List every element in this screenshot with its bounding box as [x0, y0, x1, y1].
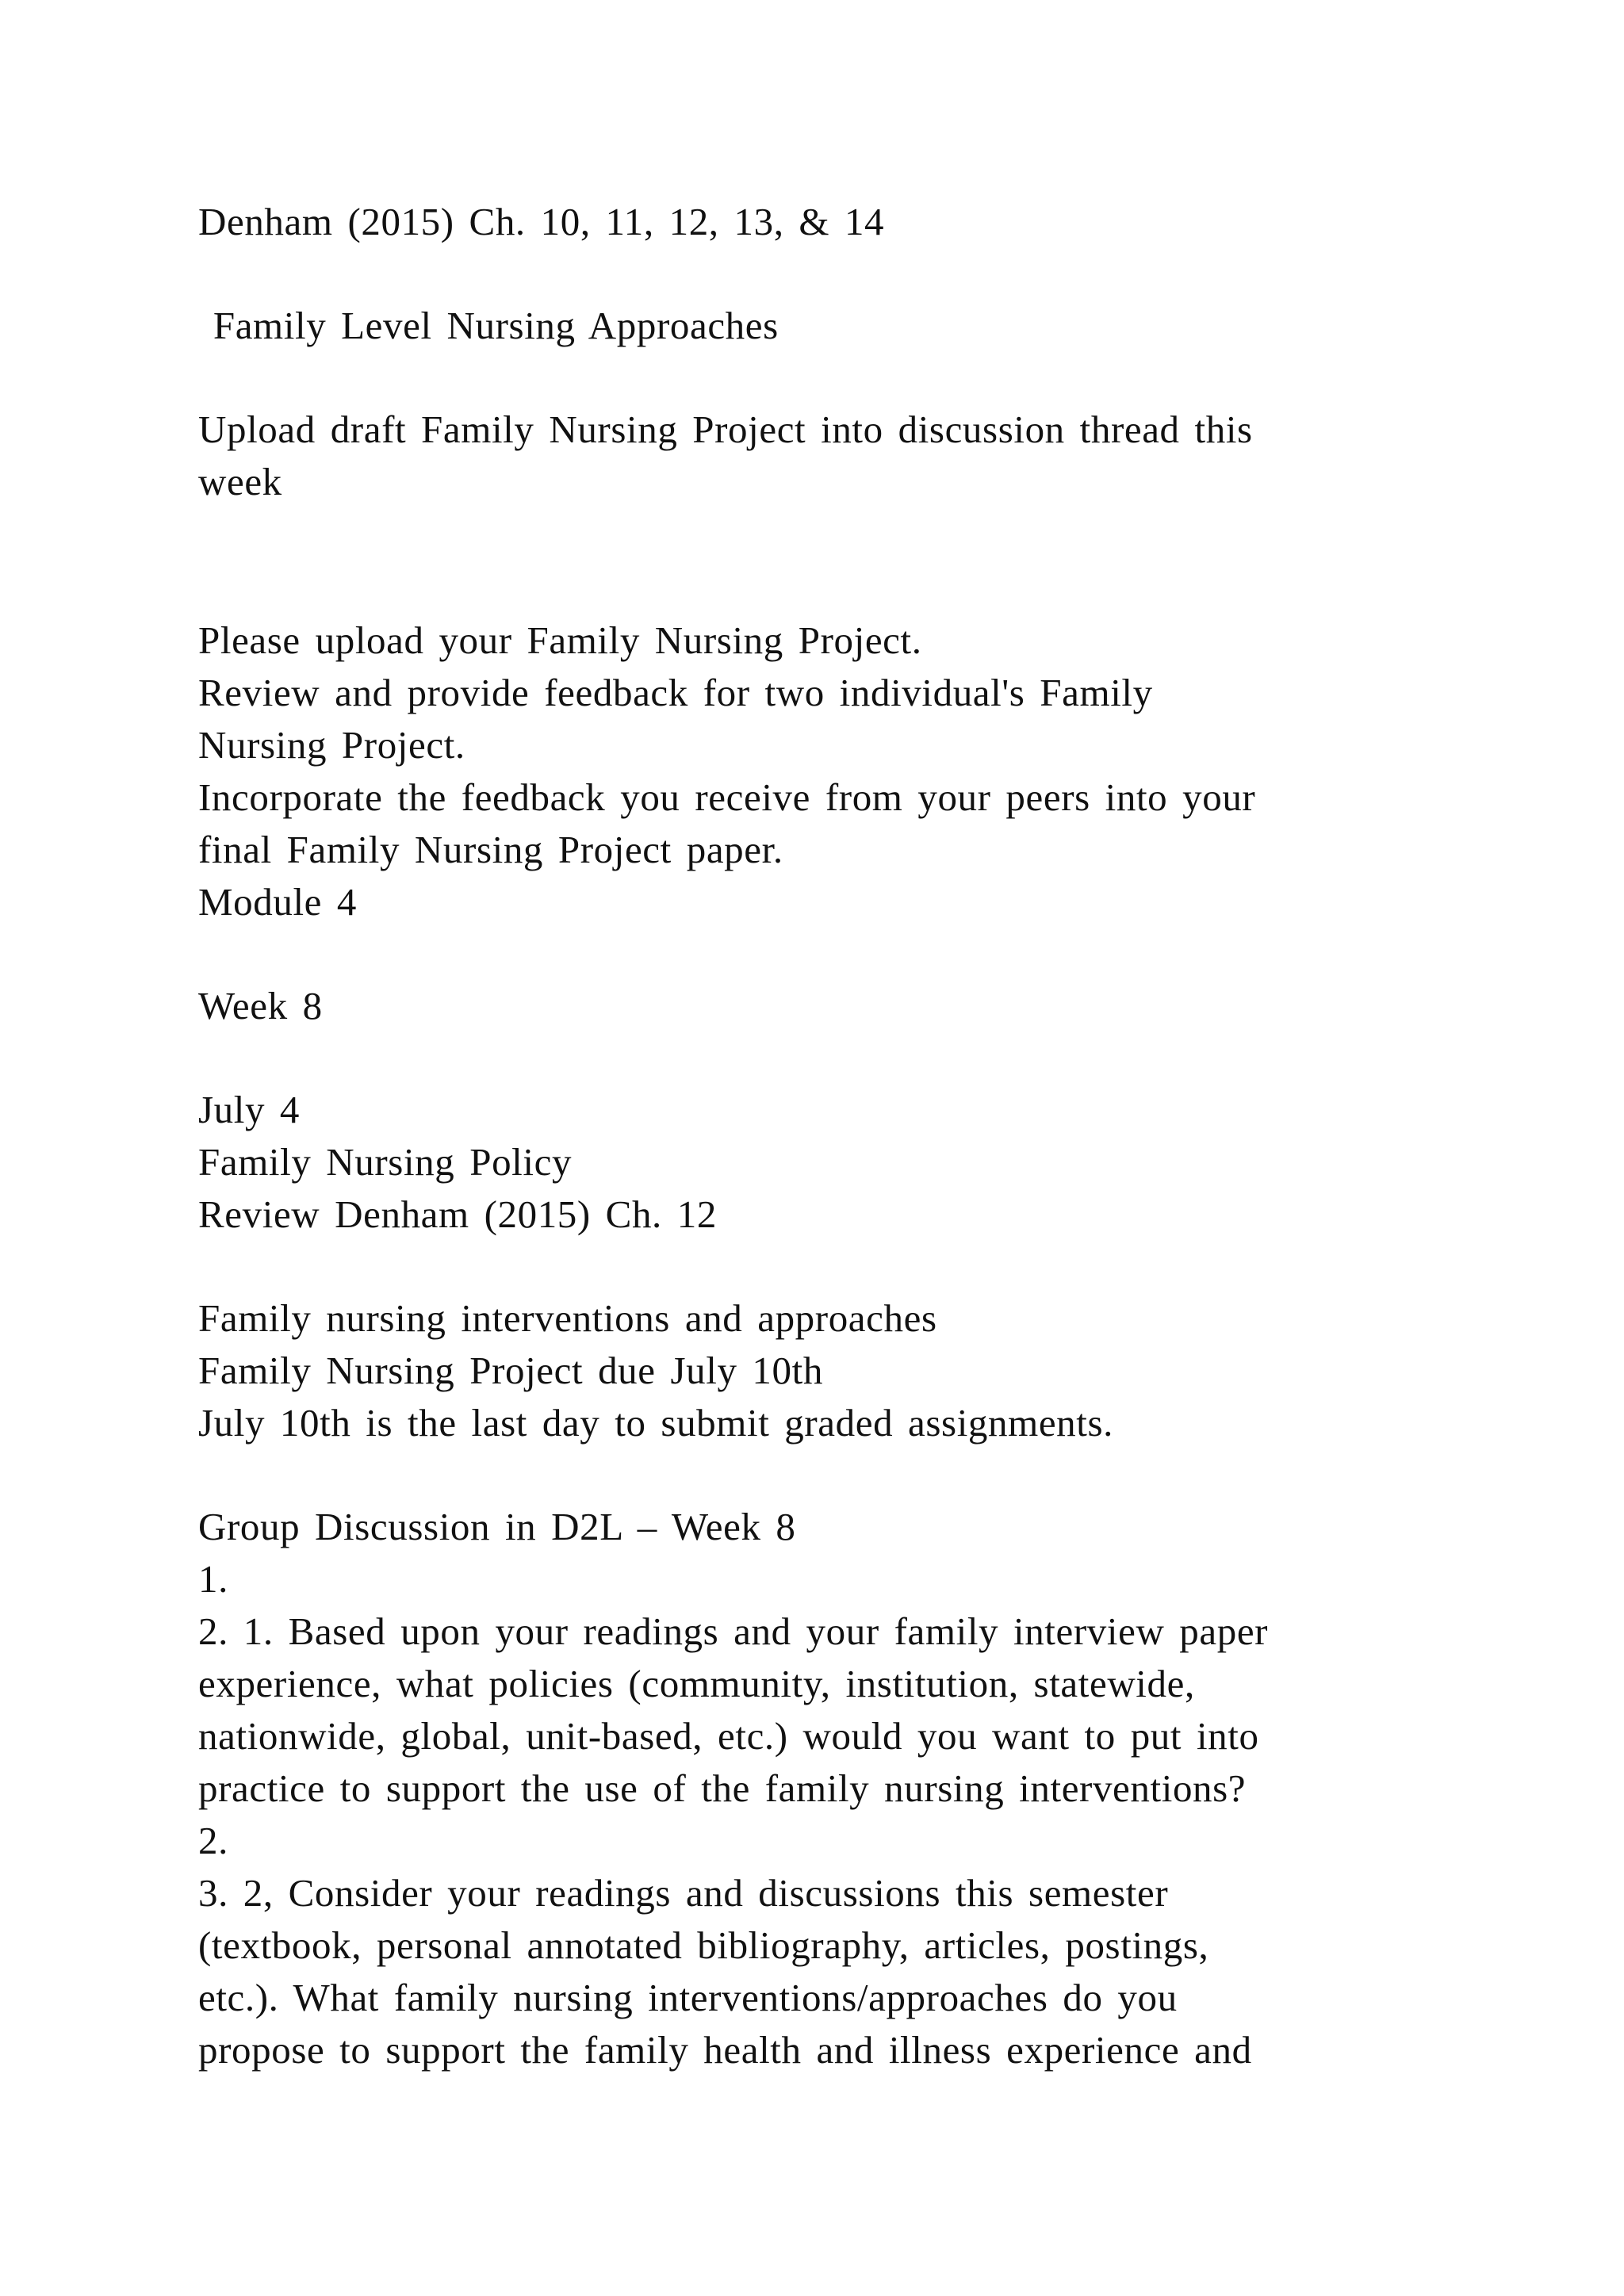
list-number-2: 2.: [198, 1819, 228, 1862]
question-1-line-1: 2. 1. Based upon your readings and your family interview paper: [198, 1609, 1269, 1653]
upload-instruction-cont: week: [198, 460, 282, 503]
week-label: Week 8: [198, 984, 323, 1027]
question-2-line-2: (textbook, personal annotated bibliography, articles, postings,: [198, 1923, 1209, 1967]
upload-instruction: Upload draft Family Nursing Project into discussion thread this: [198, 408, 1253, 451]
group-discussion-heading: Group Discussion in D2L – Week 8: [198, 1505, 796, 1548]
question-2-line-1: 3. 2, Consider your readings and discussions this semester: [198, 1871, 1169, 1915]
list-number-1: 1.: [198, 1557, 228, 1601]
date-label: July 4: [198, 1088, 301, 1131]
review-chapter-text: Review Denham (2015) Ch. 12: [198, 1192, 717, 1236]
question-1-line-3: nationwide, global, unit-based, etc.) would you want to put into: [198, 1714, 1259, 1758]
question-1-line-2: experience, what policies (community, institution, statewide,: [198, 1662, 1195, 1705]
project-due-text: Family Nursing Project due July 10th: [198, 1349, 823, 1392]
question-2-line-3: etc.). What family nursing interventions/approaches do you: [198, 1976, 1178, 2019]
question-1-line-4: practice to support the use of the family nursing interventions?: [198, 1766, 1247, 1810]
interventions-topic: Family nursing interventions and approaches: [198, 1296, 937, 1340]
incorporate-feedback-cont: final Family Nursing Project paper.: [198, 828, 783, 871]
policy-topic: Family Nursing Policy: [198, 1140, 573, 1184]
question-2-line-4: propose to support the family health and illness experience and: [198, 2028, 1252, 2072]
reading-chapters: Denham (2015) Ch. 10, 11, 12, 13, & 14: [198, 200, 885, 243]
module-label: Module 4: [198, 880, 357, 924]
review-feedback-text: Review and provide feedback for two individual's Family: [198, 671, 1153, 714]
review-feedback-cont: Nursing Project.: [198, 723, 465, 767]
topic-heading: Family Level Nursing Approaches: [198, 304, 779, 347]
upload-project-text: Please upload your Family Nursing Project.: [198, 618, 922, 662]
incorporate-feedback-text: Incorporate the feedback you receive from your peers into your: [198, 775, 1256, 819]
last-day-text: July 10th is the last day to submit graded assignments.: [198, 1401, 1114, 1445]
